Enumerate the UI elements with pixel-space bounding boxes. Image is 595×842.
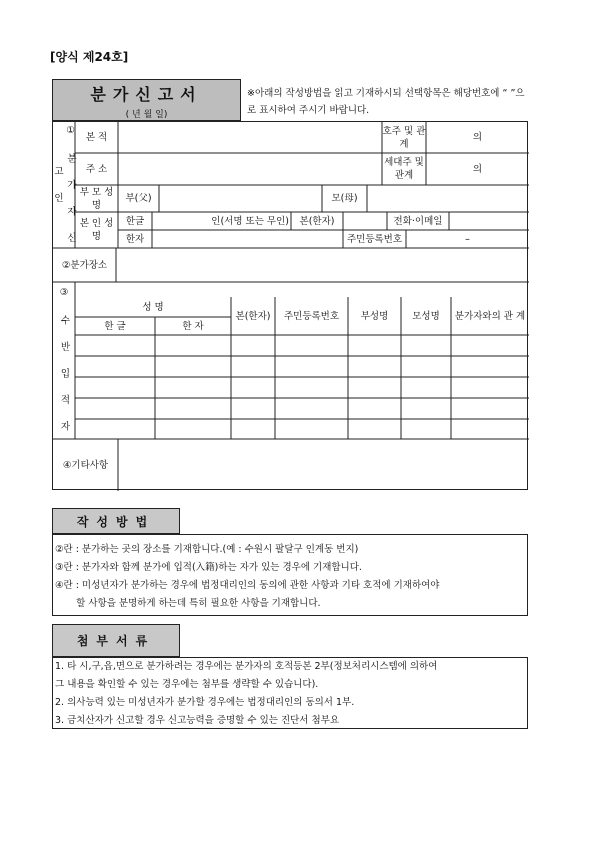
section2-label: ②분가장소 (61, 259, 108, 271)
attachments-box (52, 657, 528, 729)
juso-field[interactable] (118, 153, 382, 185)
father-name-header: 부성명 (360, 310, 389, 322)
instructions-heading: 작성방법 (52, 508, 180, 534)
signature-field[interactable]: 인(서명 또는 무인) (211, 215, 289, 227)
parents-label: 부 모 성 명 (79, 186, 114, 211)
bon-header: 본(한자) (235, 310, 271, 322)
mother-label: 모(母) (331, 193, 358, 204)
sedaeju-label: 세대주 및 관계 (384, 157, 424, 181)
applicant-name-label: 본 인 성 명 (79, 218, 114, 242)
relation-header: 분가자와의 관 계 (454, 310, 526, 322)
rrn-field[interactable]: – (465, 233, 470, 245)
attachment-item: 2. 의사능력 있는 미성년자가 분가할 경우에는 법정대리인의 동의서 1부. (55, 697, 355, 708)
name-hangeul-header: 한 글 (104, 320, 126, 332)
form-title: 분가신고서 (90, 85, 203, 104)
instruction-item: ③란 : 분가자와 함께 분가에 입적(入籍)하는 자가 있는 경우에 기재합니다. (55, 562, 362, 573)
hanja-label: 한자 (125, 233, 145, 245)
bonjeok-label: 본 적 (85, 132, 108, 143)
hangeul-label: 한글 (125, 215, 145, 227)
mother-name-header: 모성명 (412, 310, 440, 322)
bon-hanja-field[interactable] (343, 212, 387, 230)
father-name-field[interactable] (159, 185, 322, 212)
notice-text: ※아래의 작성방법을 읽고 기재하시되 선택항목은 해당번호에 “ ”으로 표시하여 주시기 바랍니다. (247, 88, 525, 116)
attachment-item: 3. 금치산자가 신고할 경우 신고능력을 증명할 수 있는 진단서 첨부요 (55, 715, 340, 726)
instruction-item: 할 사항을 분명하게 하는데 특히 필요한 사항을 기재합니다. (55, 598, 321, 609)
sedaeju-field[interactable]: 의 (472, 163, 483, 175)
juso-label: 주 소 (85, 163, 108, 175)
phone-email-label: 전화·이메일 (393, 215, 443, 227)
attachment-item: 1. 타 시,구,읍,면으로 분가하려는 경우에는 분가자의 호적등본 2부(정보처리시스템에 의하여 (55, 661, 438, 672)
name-hanja-header: 한 자 (182, 320, 204, 332)
rrn-label: 주민등록번호 (346, 233, 403, 245)
attachments-heading: 첨부서류 (52, 624, 180, 657)
rrn-header: 주민등록번호 (283, 310, 340, 322)
mother-name-field[interactable] (367, 185, 529, 212)
form-number-label: [양식 제24호] (50, 50, 129, 64)
instructions-box (52, 534, 528, 616)
name-header: 성 명 (142, 301, 164, 313)
hoju-field[interactable]: 의 (472, 132, 483, 143)
bonjeok-field[interactable] (118, 122, 382, 153)
form-title-box (52, 79, 241, 121)
date-line: ( 년 월 일) (125, 110, 168, 120)
attachment-item: 그 내용을 확인할 수 있는 경우에는 첨부를 생략할 수 있습니다). (55, 679, 319, 690)
section4-label: ④기타사항 (62, 459, 109, 471)
instruction-item: ②란 : 분가하는 곳의 장소를 기재합니다.(예 : 수원시 팔달구 인계동 번지) (55, 544, 359, 555)
section1-label: ① 분 가 자 신 고 인 (52, 125, 76, 245)
hoju-label: 호주 및 관 계 (382, 125, 426, 150)
move-location-field[interactable] (116, 248, 529, 282)
hanja-name-field[interactable] (152, 230, 343, 248)
bon-hanja-label: 본(한자) (299, 215, 335, 227)
phone-email-field[interactable] (449, 212, 529, 230)
section3-label: ③ 수 반 입 적 자 (58, 287, 70, 434)
registration-form-table (52, 121, 528, 490)
instruction-item: ④란 : 미성년자가 분가하는 경우에 법정대리인의 동의에 관한 사항과 기타 호적에 기재하여야 (55, 580, 440, 591)
other-notes-field[interactable] (118, 439, 529, 491)
father-label: 부(父) (125, 193, 152, 204)
